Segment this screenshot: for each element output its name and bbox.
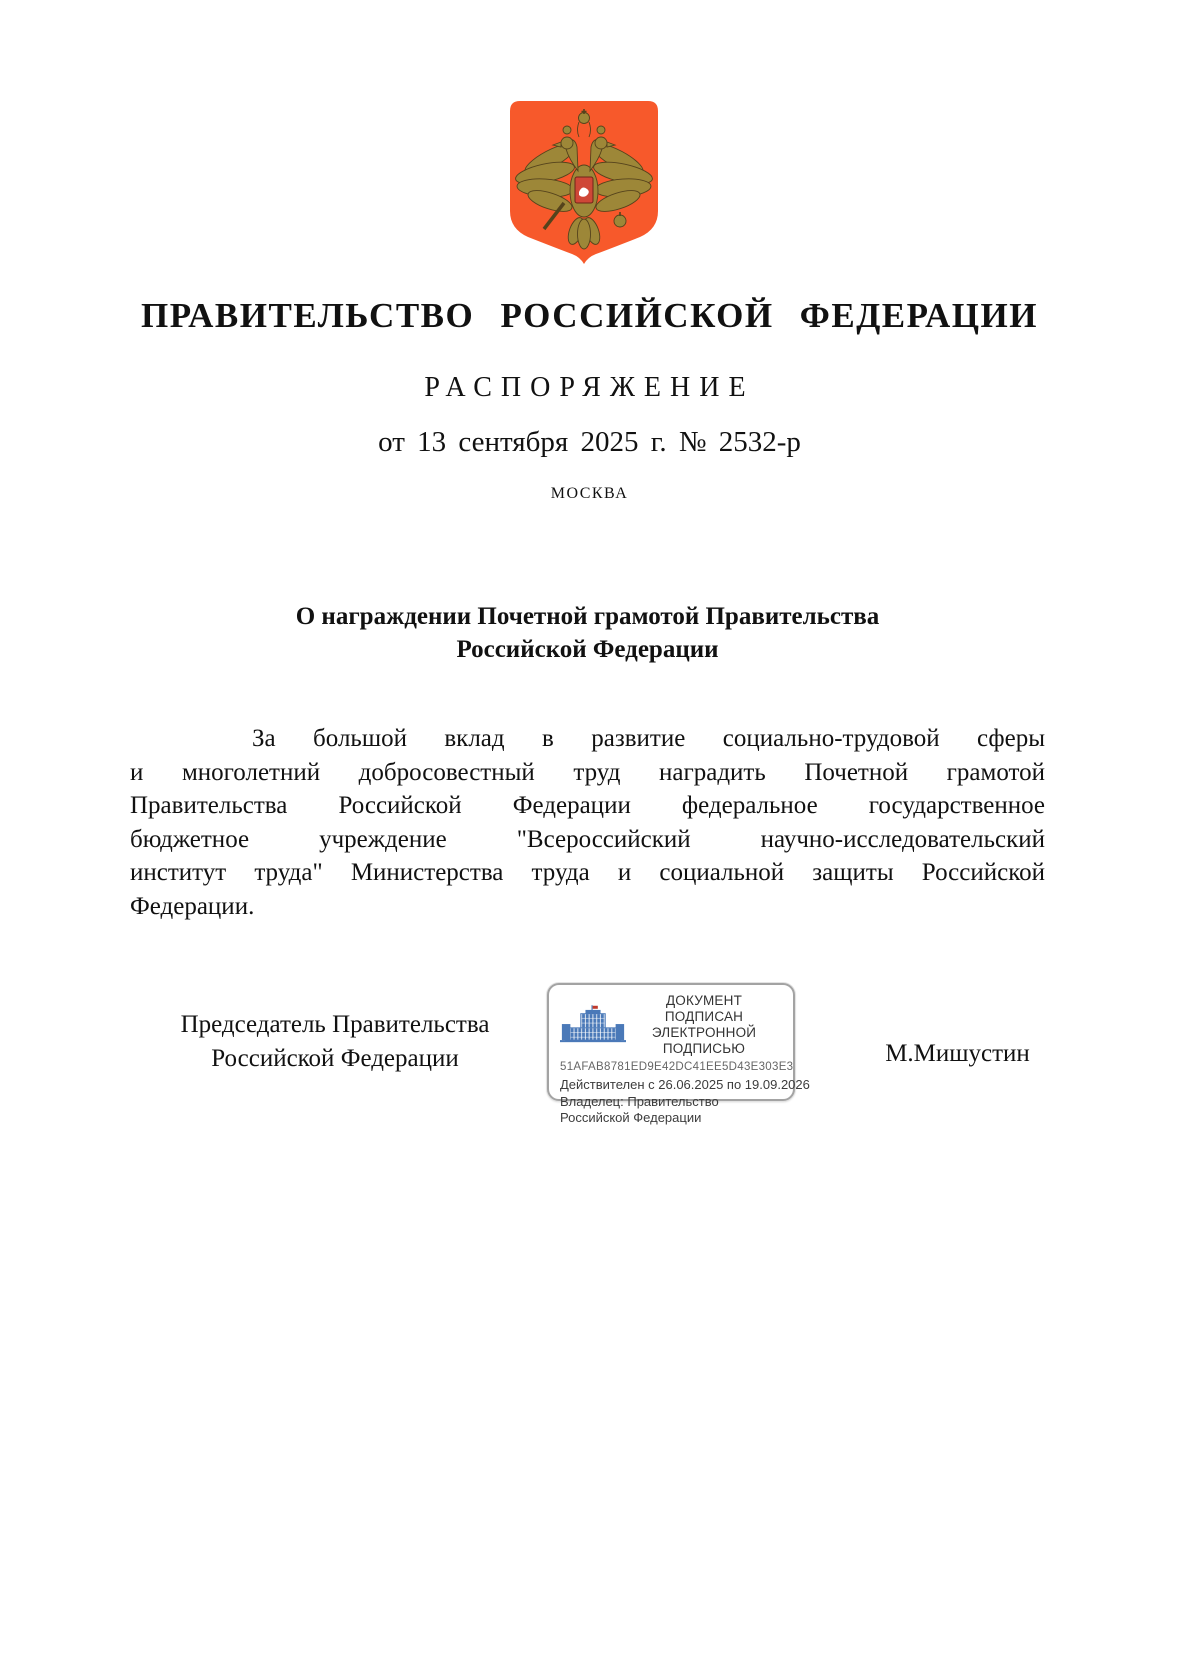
stamp-title-line2: ЭЛЕКТРОННОЙ ПОДПИСЬЮ: [651, 1025, 757, 1056]
document-title-line2: Российской Федерации: [456, 636, 719, 663]
document-title-line1: О награждении Почетной грамотой Правительства: [295, 603, 880, 630]
body-line: институт труда" Министерства труда и социальной защиты Российской: [130, 859, 1045, 886]
body-line: бюджетное учреждение "Всероссийский научно-исследовательский: [130, 825, 1045, 853]
body-line: и многолетний добросовестный труд наградить Почетной грамотой: [130, 758, 1045, 786]
stamp-title-line1: ДОКУМЕНТ ПОДПИСАН: [664, 993, 744, 1024]
signature-position: [170, 1008, 500, 1076]
signature-position-line1: Председатель Правительства: [180, 1011, 490, 1038]
body-line: Правительства Российской Федерации федеральное государственное: [130, 792, 1045, 819]
russian-coat-of-arms-icon: [508, 99, 660, 266]
stamp-owner: Владелец: Правительство Российской Федерации: [560, 1094, 719, 1125]
stamp-validity: Действителен с 26.06.2025 по 19.09.2026: [560, 1077, 810, 1092]
body-line: За большой вклад в развитие социально-трудовой сферы: [252, 725, 1045, 752]
city-label: МОСКВА: [550, 485, 629, 502]
electronic-signature-stamp: [547, 983, 810, 1125]
document-type-heading: РАСПОРЯЖЕНИЕ: [424, 372, 755, 403]
document-title: [130, 600, 1045, 666]
signature-position-line2: Российской Федерации: [211, 1045, 459, 1072]
body-line: Федерации.: [130, 892, 255, 920]
body-paragraph: [130, 722, 1045, 923]
stamp-title: [626, 993, 782, 1057]
government-building-icon: [560, 1005, 626, 1045]
government-header: ПРАВИТЕЛЬСТВО РОССИЙСКОЙ ФЕДЕРАЦИИ: [141, 296, 1038, 335]
date-number-line: от 13 сентября 2025 г. № 2532-р: [378, 426, 801, 458]
stamp-certificate-hash: 51AFAB8781ED9E42DC41EE5D43E303E3: [560, 1061, 794, 1073]
signature-name: М.Мишустин: [885, 1040, 1030, 1067]
